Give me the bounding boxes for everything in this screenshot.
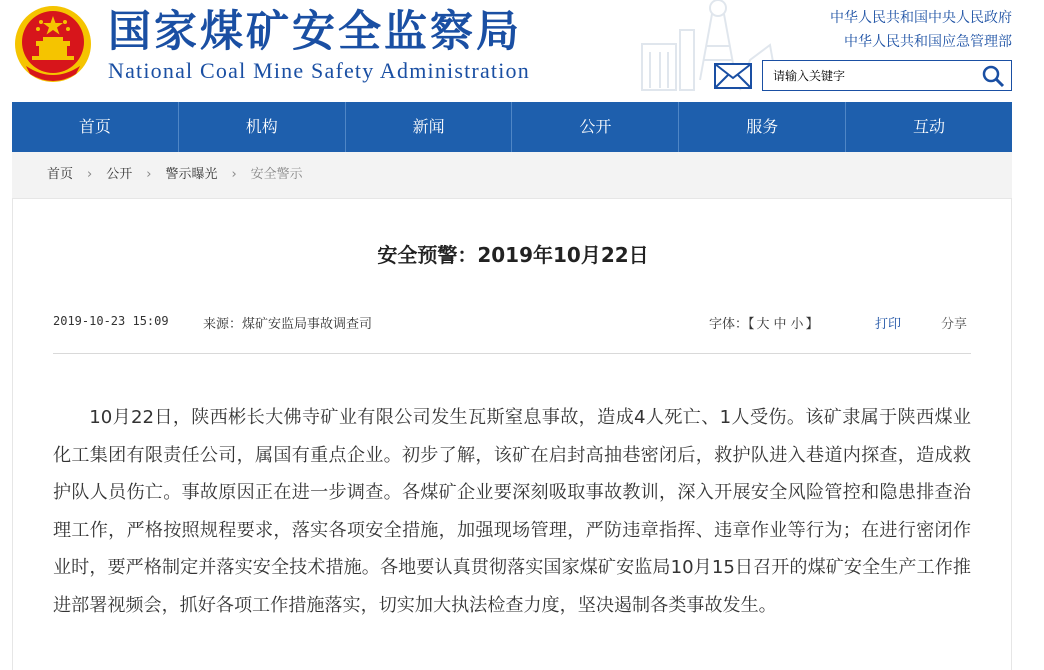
gov-link-central[interactable]: 中华人民共和国中央人民政府 — [830, 10, 1012, 26]
nav-item-interaction[interactable]: 互动 — [913, 117, 946, 136]
font-size-small[interactable]: 小 — [790, 317, 804, 332]
publish-date: 2019-10-23 15:09 — [53, 314, 169, 328]
font-size-control — [709, 313, 819, 332]
nav-item-services[interactable]: 服务 — [679, 102, 846, 152]
font-size-label: 字体：【 — [709, 317, 755, 332]
mine-headframe-illustration — [640, 0, 780, 92]
search-input[interactable] — [763, 61, 973, 90]
breadcrumb — [12, 152, 1012, 198]
site-title-chinese: 国家煤矿安全监察局 — [108, 7, 522, 57]
gov-link-emergency[interactable]: 中华人民共和国应急管理部 — [844, 34, 1012, 50]
share-button[interactable]: 分享 — [941, 317, 968, 332]
article-body: 10月22日，陕西彬长大佛寺矿业有限公司发生瓦斯窒息事故，造成4人死亡、1人受伤。该矿隶属于陕西煤业化工集团有限责任公司，属国有重点企业。初步了解，该矿在启封高抽巷密闭后，救护队进入巷道内探查，造成救护队人员伤亡。事故原因正在进一步调查。各煤矿企业要深刻吸取事故教训，深入开展安全风险管控和隐患排查治理工作，严格按照规程要求，落实各项安全措施，加强现场管理，严防违章指挥、违章作业等行为；在进行密闭作业时，要严格制定并落实安全技术措施。各地要认真贯彻落实国家煤矿安监局10月15日召开的煤矿安全生产工作推进部署视频会，抓好各项工作措施落实，切实加大执法检查力度，坚决遏制各类事故发生。 — [53, 407, 971, 616]
breadcrumb-warnings[interactable]: 警示曝光 — [165, 167, 218, 182]
breadcrumb-disclosure[interactable]: 公开 — [106, 167, 133, 182]
font-size-medium[interactable]: 中 — [773, 317, 787, 332]
main-nav — [12, 102, 1012, 152]
search-box — [762, 60, 1012, 91]
nav-item-home[interactable]: 首页 — [12, 102, 179, 152]
article-source: 来源：煤矿安监局事故调查司 — [203, 317, 373, 332]
breadcrumb-current: 安全警示 — [250, 167, 303, 182]
article-meta — [53, 313, 971, 354]
site-title-english: National Coal Mine Safety Administration — [108, 58, 530, 83]
article-panel — [12, 198, 1012, 670]
breadcrumb-separator: › — [231, 167, 237, 182]
search-icon[interactable] — [981, 64, 1005, 88]
breadcrumb-separator: › — [87, 167, 93, 182]
nav-item-news[interactable]: 新闻 — [346, 102, 513, 152]
site-header — [0, 0, 1044, 102]
print-button[interactable]: 打印 — [875, 317, 902, 332]
font-size-large[interactable]: 大 — [756, 317, 770, 332]
breadcrumb-separator: › — [146, 167, 152, 182]
national-emblem-icon[interactable] — [12, 4, 94, 86]
breadcrumb-home[interactable]: 首页 — [47, 167, 74, 182]
nav-item-disclosure[interactable]: 公开 — [512, 102, 679, 152]
nav-item-organization[interactable]: 机构 — [179, 102, 346, 152]
government-links — [830, 6, 1012, 54]
article-title: 安全预警：2019年10月22日 — [377, 243, 649, 267]
font-size-close: 】 — [805, 317, 819, 332]
mail-icon[interactable] — [714, 63, 752, 89]
